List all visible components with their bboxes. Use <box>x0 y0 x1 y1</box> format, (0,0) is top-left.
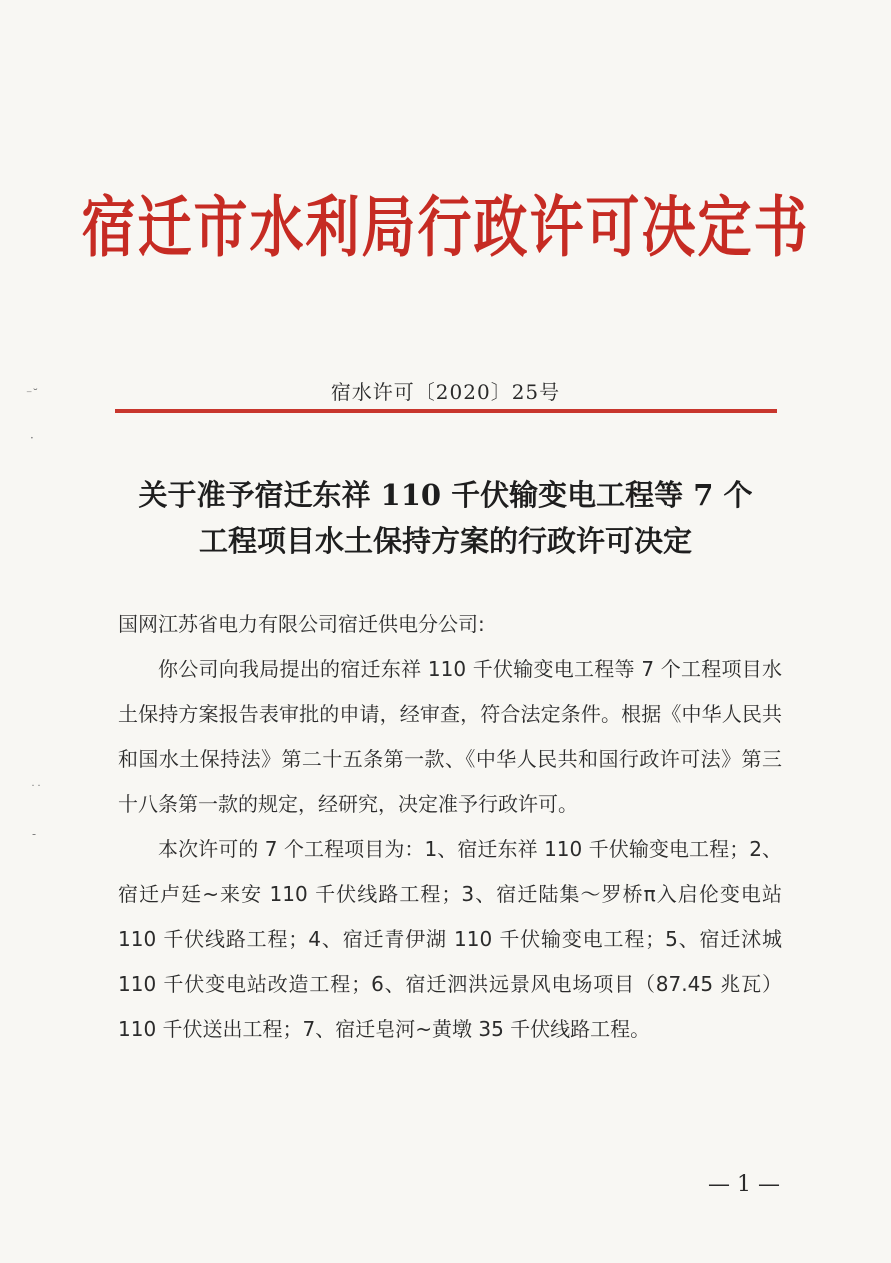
scan-speck-mark: - <box>32 827 37 841</box>
document-body <box>118 602 782 1052</box>
scan-speck-mark: ⁻˘ <box>26 387 39 401</box>
title-line-2: 工程项目水土保持方案的行政许可决定 <box>198 524 692 558</box>
page-number: — 1 — <box>708 1172 780 1197</box>
document-number: 宿水许可〔2020〕25号 <box>330 380 561 404</box>
addressee: 国网江苏省电力有限公司宿迁供电分公司: <box>118 612 485 636</box>
document-title <box>90 472 801 564</box>
masthead-title: 宿迁市水利局行政许可决定书 <box>81 187 810 266</box>
red-divider-rule <box>115 409 777 413</box>
body-paragraph-1: 你公司向我局提出的宿迁东祥 110 千伏输变电工程等 7 个工程项目水土保持方案报告表审批的申请，经审查，符合法定条件。根据《中华人民共和国水土保持法》第二十五条第一款、《中华人民共和国行政许可法》第三十八条第一款的规定，经研究，决定准予行政许可。 <box>118 657 782 816</box>
scan-speck-mark: ˙˙ <box>30 783 42 797</box>
body-paragraph-2: 本次许可的 7 个工程项目为：1、宿迁东祥 110 千伏输变电工程；2、宿迁卢廷~来安 110 千伏线路工程；3、宿迁陆集～罗桥π入启伦变电站 110 千伏线路工程；4、宿迁青伊湖 110 千伏输变电工程；5、宿迁沭城 110 千伏变电站改造工程；6、宿迁泗洪远景风电场项目（87.45 兆瓦）110 千伏送出工程；7、宿迁皂河~黄墩 35 千伏线路工程。 <box>118 837 782 1041</box>
title-line-1: 关于准予宿迁东祥 110 千伏输变电工程等 7 个 <box>138 478 753 512</box>
scan-speck-mark: · <box>30 431 34 445</box>
